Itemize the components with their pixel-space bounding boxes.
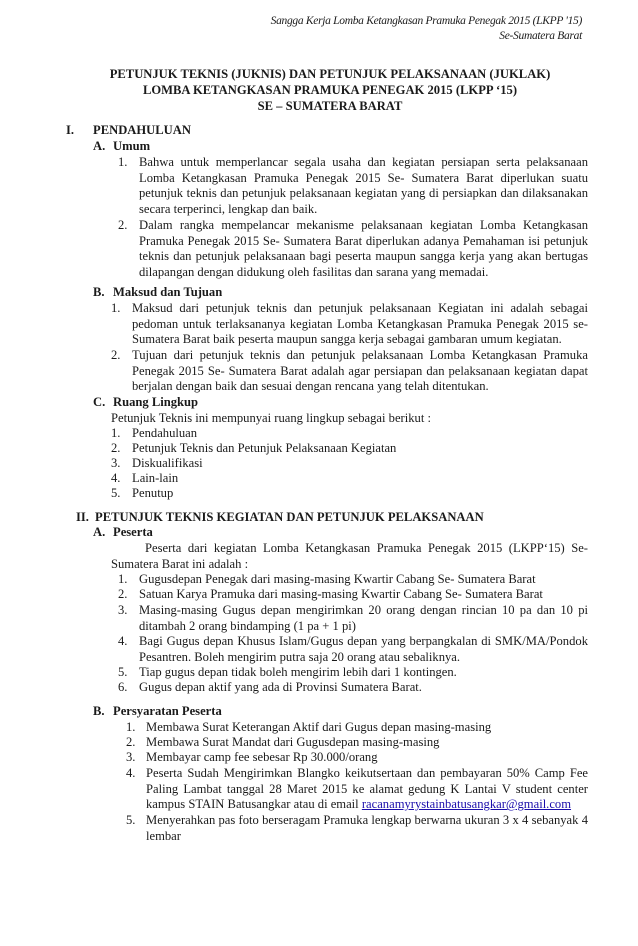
list-number: 1. xyxy=(126,720,136,734)
list-number: 1. xyxy=(118,572,128,586)
list-item: Diskualifikasi xyxy=(132,456,203,470)
section-2a-heading: Peserta xyxy=(113,525,153,539)
list-number: 5. xyxy=(111,486,121,500)
list-number: 2. xyxy=(118,587,128,601)
section-2a-intro: Peserta dari kegiatan Lomba Ketangkasan Pramuka Penegak 2015 (LKPP‘15) Se-Sumatera Barat ini adalah : xyxy=(111,541,588,571)
section-1c-heading: Ruang Lingkup xyxy=(113,395,199,409)
list-item: Membayar camp fee sebesar Rp 30.000/orang xyxy=(146,750,378,764)
list-number: 2. xyxy=(118,218,128,232)
section-1-heading: PENDAHULUAN xyxy=(93,123,191,137)
section-1b-heading: Maksud dan Tujuan xyxy=(113,285,223,299)
list-item: Petunjuk Teknis dan Petunjuk Pelaksanaan Kegiatan xyxy=(132,441,397,455)
list-item: Dalam rangka mempelancar mekanisme pelaksanaan kegiatan Lomba Ketangkasan Pramuka Penegak 2015 Se- Sumatera Barat diperlukan adanya Pemahaman isi petunjuk teknis dan petunjuk pelaksanaan bagi peserta maupun sangga kerja yang akan bertugas dilapangan dengan didukung oleh fasilitas dan sarana yang memadai. xyxy=(139,218,588,279)
section-1a-label: A. xyxy=(93,139,106,153)
list-number: 3. xyxy=(111,456,121,470)
section-2a-label: A. xyxy=(93,525,106,539)
list-item: Tujuan dari petunjuk teknis dan petunjuk pelaksanaan Lomba Ketangkasan Pramuka Penegak 2015 Se- Sumatera Barat adalah agar persiapan dan pelaksanaan kegiatan dapat berjalan dengan baik dan sesuai dengan rencana yang telah ditentukan. xyxy=(132,348,588,394)
list-item: Membawa Surat Mandat dari Gugusdepan masing-masing xyxy=(146,735,440,749)
title-line-3: SE – SUMATERA BARAT xyxy=(257,99,403,113)
list-number: 5. xyxy=(118,665,128,679)
list-number: 2. xyxy=(126,735,136,749)
list-number: 4. xyxy=(118,634,128,648)
title-line-2: LOMBA KETANGKASAN PRAMUKA PENEGAK 2015 (LKPP ‘15) xyxy=(142,83,518,97)
list-item: Bagi Gugus depan Khusus Islam/Gugus depan yang berpangkalan di SMK/MA/Pondok Pesantren. Boleh mengirim putra saja 20 orang atau sebaliknya. xyxy=(139,634,588,664)
email-link[interactable]: racanamyrystainbatusangkar@gmail.com xyxy=(361,797,572,812)
section-2-number: II. xyxy=(76,510,89,524)
section-2-heading: PETUNJUK TEKNIS KEGIATAN DAN PETUNJUK PELAKSANAAN xyxy=(95,510,484,524)
header-line-2: Se-Sumatera Barat xyxy=(499,30,582,42)
header-line-1: Sangga Kerja Lomba Ketangkasan Pramuka Penegak 2015 (LKPP '15) xyxy=(270,15,582,27)
list-item: Membawa Surat Keterangan Aktif dari Gugus depan masing-masing xyxy=(146,720,492,734)
list-item: Lain-lain xyxy=(132,471,179,485)
list-number: 2. xyxy=(111,348,121,362)
list-number: 1. xyxy=(111,426,121,440)
title-line-1: PETUNJUK TEKNIS (JUKNIS) DAN PETUNJUK PELAKSANAAN (JUKLAK) xyxy=(109,67,551,81)
list-item-text: Peserta Sudah Mengirimkan Blangko keikutsertaan dan pembayaran 50% Camp Fee Paling Lambat tanggal 28 Maret 2015 ke alamat gedung K Lantai V student center kampus STAIN Batusangkar atau di email xyxy=(146,766,588,812)
section-1b-label: B. xyxy=(93,285,105,299)
list-item: Masing-masing Gugus depan mengirimkan 20 orang dengan rincian 10 pa dan 10 pi ditambah 2 orang bindamping (1 pa + 1 pi) xyxy=(139,603,588,633)
list-number: 5. xyxy=(126,813,136,827)
section-2b-heading: Persyaratan Peserta xyxy=(113,704,222,718)
list-number: 6. xyxy=(118,680,128,694)
page-header xyxy=(271,14,582,44)
section-1c-intro: Petunjuk Teknis ini mempunyai ruang lingkup sebagai berikut : xyxy=(111,411,431,425)
list-item: Gugusdepan Penegak dari masing-masing Kwartir Cabang Se- Sumatera Barat xyxy=(139,572,536,586)
list-item: Gugus depan aktif yang ada di Provinsi Sumatera Barat. xyxy=(139,680,422,694)
list-number: 1. xyxy=(111,301,121,315)
list-item: Menyerahkan pas foto berseragam Pramuka lengkap berwarna ukuran 3 x 4 sebanyak 4 lembar xyxy=(146,813,588,843)
list-number: 4. xyxy=(126,766,136,780)
list-item: Tiap gugus depan tidak boleh mengirim lebih dari 1 kontingen. xyxy=(139,665,457,679)
list-number: 1. xyxy=(118,155,128,169)
list-number: 4. xyxy=(111,471,121,485)
list-item: Pendahuluan xyxy=(132,426,198,440)
section-2b-label: B. xyxy=(93,704,105,718)
list-number: 2. xyxy=(111,441,121,455)
list-item: Satuan Karya Pramuka dari masing-masing Kwartir Cabang Se- Sumatera Barat xyxy=(139,587,543,601)
list-item: Penutup xyxy=(132,486,174,500)
list-item: Maksud dari petunjuk teknis dan petunjuk pelaksanaan Kegiatan ini adalah sebagai pedoman untuk terlaksananya kegiatan Lomba Ketangkasan Pramuka Penegak 2015 se-Sumatera Barat baik peserta maupun sangga kerja sebagai gambaran umum kegiatan. xyxy=(132,301,588,347)
list-item xyxy=(146,766,588,813)
list-item: Bahwa untuk memperlancar segala usaha dan kegiatan persiapan serta pelaksanaan Lomba Ketangkasan Pramuka Penegak 2015 Se- Sumatera Barat diperlukan suatu petunjuk teknis dan petunjuk pelaksanaan kegiatan yang di persiapkan dan dilaksanakan secara terperinci, lengkap dan baik. xyxy=(139,155,588,216)
section-1c-label: C. xyxy=(93,395,106,409)
list-number: 3. xyxy=(118,603,128,617)
list-number: 3. xyxy=(126,750,136,764)
section-1a-heading: Umum xyxy=(113,139,151,153)
section-1-number: I. xyxy=(66,123,75,137)
document-title xyxy=(80,66,580,114)
